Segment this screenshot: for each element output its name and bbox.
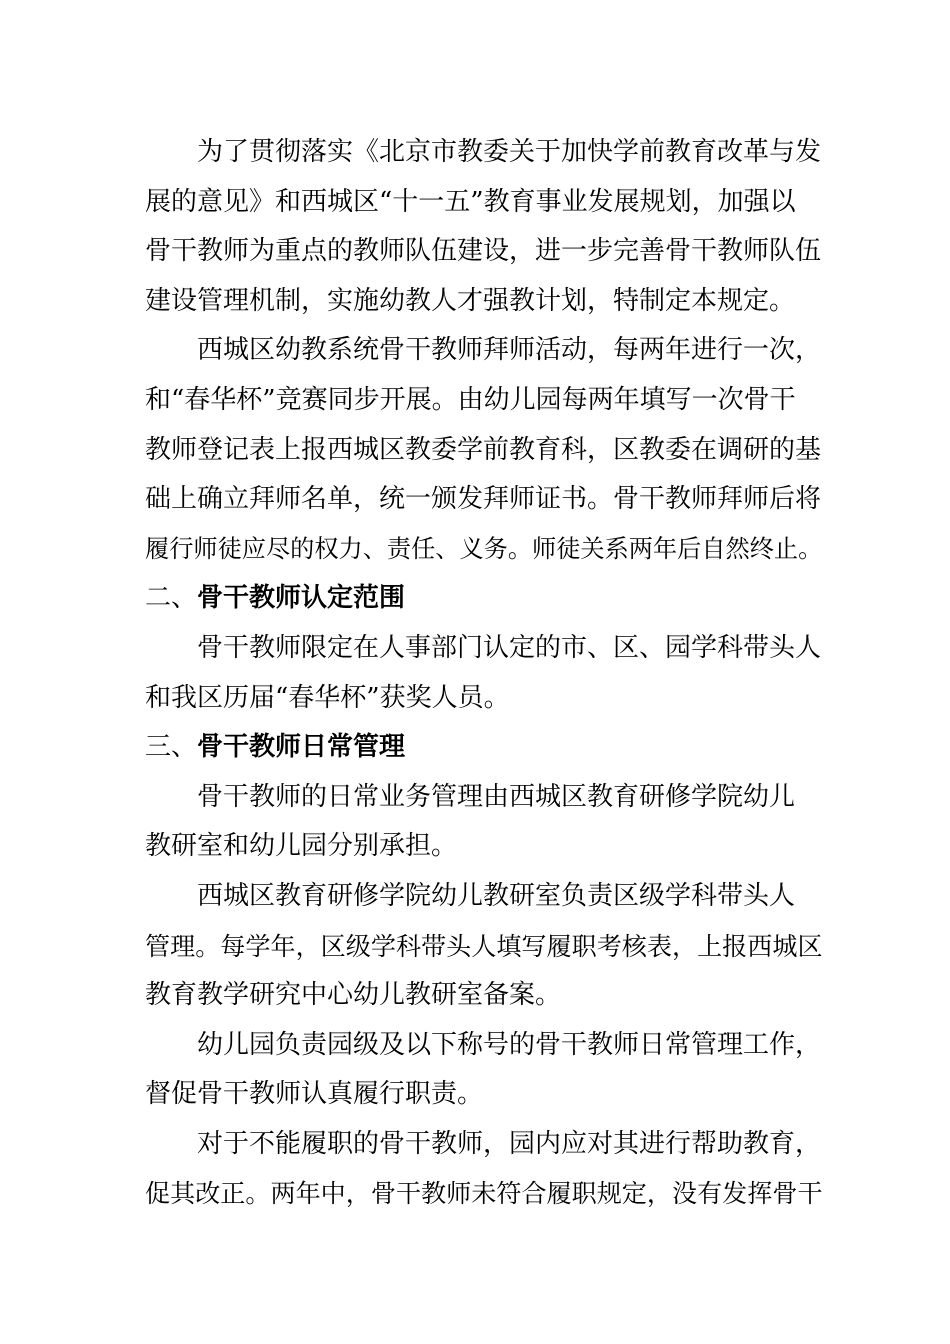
text-line: 西城区教育研修学院幼儿教研室负责区级学科带头人 (197, 880, 796, 911)
text-line: 西城区幼教系统骨干教师拜师活动，每两年进行一次， (197, 335, 822, 366)
text-line: 骨干教师的日常业务管理由西城区教育研修学院幼儿 (197, 781, 796, 812)
paragraph (145, 773, 825, 872)
section-title: 骨干教师日常管理 (197, 732, 406, 763)
text-line: 对于不能履职的骨干教师，园内应对其进行帮助教育， (197, 1128, 822, 1159)
text-line: 履行师徒应尽的权力、责任、义务。师徒关系两年后自然终止。 (145, 534, 823, 563)
paragraph (145, 128, 825, 326)
text-line: 和“春华杯”竞赛同步开展。由幼儿园每两年填写一次骨干 (145, 384, 796, 415)
section-heading (145, 574, 825, 624)
text-line: 展的意见》和西城区“十一五”教育事业发展规划，加强以 (145, 186, 796, 217)
text-line: 促其改正。两年中，骨干教师未符合履职规定，没有发挥骨干 (145, 1179, 823, 1209)
text-line: 础上确立拜师名单，统一颁发拜师证书。骨干教师拜师后将 (145, 484, 822, 515)
text-line: 骨干教师限定在人事部门认定的市、区、园学科带头人 (197, 632, 822, 663)
section-number: 二、 (145, 583, 198, 614)
text-line: 教育教学研究中心幼儿教研室备案。 (145, 980, 562, 1011)
paragraph (145, 1120, 825, 1219)
text-line: 和我区历届“春华杯”获奖人员。 (145, 682, 510, 713)
text-line: 骨干教师为重点的教师队伍建设，进一步完善骨干教师队伍 (145, 236, 822, 267)
section-heading (145, 723, 825, 773)
paragraph (145, 872, 825, 1021)
text-line: 为了贯彻落实《北京市教委关于加快学前教育改革与发 (197, 137, 822, 167)
text-line: 幼儿园负责园级及以下称号的骨干教师日常管理工作， (197, 1029, 822, 1060)
paragraph (145, 326, 825, 574)
text-line: 管理。每学年，区级学科带头人填写履职考核表，上报西城区 (145, 931, 823, 961)
text-line: 教研室和幼儿园分别承担。 (145, 831, 458, 862)
text-line: 督促骨干教师认真履行职责。 (145, 1079, 484, 1110)
paragraph (145, 624, 825, 723)
text-line: 教师登记表上报西城区教委学前教育科，区教委在调研的基 (145, 434, 822, 465)
text-line: 建设管理机制，实施幼教人才强教计划，特制定本规定。 (145, 285, 796, 316)
section-title: 骨干教师认定范围 (197, 583, 406, 614)
document-body (145, 128, 825, 1219)
paragraph (145, 1021, 825, 1120)
section-number: 三、 (145, 732, 198, 763)
